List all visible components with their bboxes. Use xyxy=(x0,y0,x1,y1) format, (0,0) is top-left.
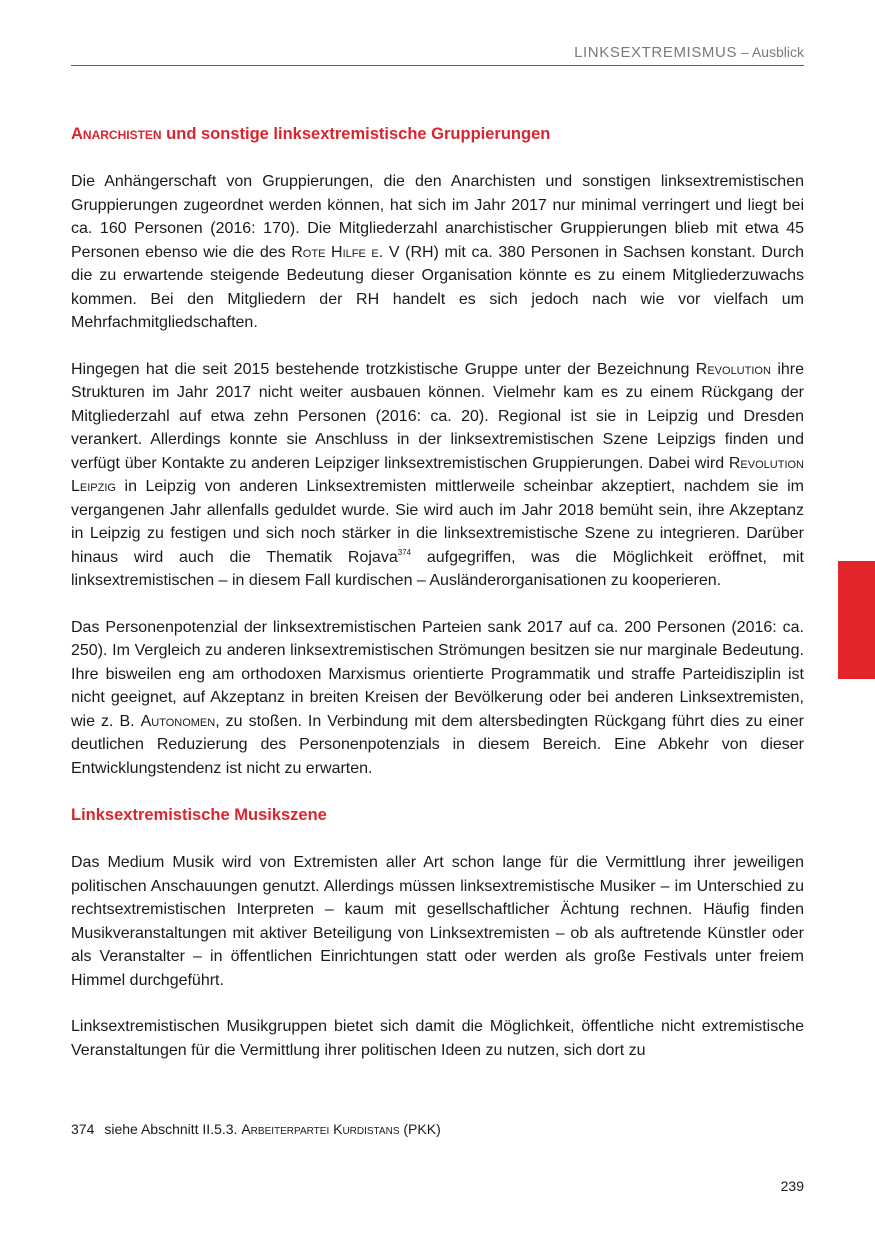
paragraph-revolution xyxy=(71,358,804,593)
paragraph-musikgruppen: Linksextremistischen Musikgruppen bietet sich damit die Möglichkeit, öffentliche nicht extremistische Veranstaltungen für die Vermittlung ihrer politischen Ideen zu nutzen, sich dort zu xyxy=(71,1018,804,1059)
heading-small-caps: Anarchisten xyxy=(71,125,162,143)
footnote-number: 374 xyxy=(71,1121,95,1137)
section-heading-anarchisten xyxy=(71,122,804,146)
footnote-org-name: Arbeiterpartei Kurdistans xyxy=(241,1121,400,1137)
paragraph-anhaengerschaft xyxy=(71,170,804,335)
heading-rest: und sonstige linksextremistische Gruppierungen xyxy=(161,125,551,143)
text-run: Die Anhängerschaft von Gruppierungen, die den Anarchisten und sonstigen linksextremistischen Gruppierungen zugeordnet werden können, hat sich im Jahr 2017 nur minimal verringert und liegt bei ca. 160 Personen (2016: 170). Die Mitgliederzahl anarchistischer Gruppierungen blieb mit etwa 45 Personen ebenso wie die des xyxy=(71,173,804,261)
text-run: V (RH) mit ca. 380 Personen in Sachsen konstant. Durch die zu erwartende steigende Bedeutung dieser Organisation könnte es zu einem Mitgliederzuwachs kommen. Bei den Mitgliedern der RH handelt es sich jedoch nach wie vor vielfach um Mehrfachmitgliedschaften. xyxy=(71,243,804,331)
footnote-reference[interactable]: 374 xyxy=(397,547,412,557)
header-separator: – xyxy=(737,44,752,60)
text-run: , zu stoßen. In Verbindung mit dem altersbedingten Rückgang führt dies zu einer deutlichen Reduzierung des Personenpotenzials in diesem Bereich. Eine Abkehr von dieser Entwicklungstendenz ist nicht zu erwarten. xyxy=(71,712,805,777)
paragraph-parteien xyxy=(71,616,804,781)
org-name-rote-hilfe: Rote Hilfe e. xyxy=(291,243,384,261)
org-name-revolution-leipzig: Revolution Leipzig xyxy=(71,454,804,495)
header-title: LINKSEXTREMISMUS xyxy=(574,44,738,61)
org-name-revolution: Revolution xyxy=(695,360,771,378)
header-subtitle: Ausblick xyxy=(751,44,804,60)
chapter-marker-tab xyxy=(838,561,875,679)
main-content xyxy=(71,122,804,1062)
text-run: Hingegen hat die seit 2015 bestehende trotzkistische Gruppe unter der Bezeichnung xyxy=(71,360,696,378)
group-name-autonomen: Autonomen xyxy=(140,712,216,730)
footnote-text: (PKK) xyxy=(399,1121,441,1137)
text-run: ihre Strukturen im Jahr 2017 nicht weiter ausbauen können. Vielmehr kam es zu einem Rückgang der Mitgliederzahl auf etwa zehn Personen (2016: ca. 20). Regional ist sie in Leipzig und Dresden verankert. Allerdings konnte sie Anschluss in der linksextremistischen Szene Leipzigs finden und verfügt über Kontakte zu anderen Leipziger linksextremistischen Gruppierungen. Dabei wird xyxy=(71,360,805,472)
text-run: Das Personenpotenzial der linksextremistischen Parteien sank 2017 auf ca. 200 Personen (2016: ca. 250). Im Vergleich zu anderen linksextremistischen Strömungen besitzen sie nur marginale Bedeutung. Ihre bisweilen eng am orthodoxen Marxismus orientierte Programmatik und straffe Parteidisziplin ist nicht geeignet, auf Akzeptanz in breiten Kreisen der Bevölkerung oder bei anderen Linksextremisten, wie z. B. xyxy=(71,618,804,730)
paragraph-medium-musik: Das Medium Musik wird von Extremisten aller Art schon lange für die Vermittlung ihrer jeweiligen politischen Anschauungen genutzt. Allerdings müssen linksextremistische Musiker – im Unterschied zu rechtsextremistischen Interpreten – kaum mit gesellschaftlicher Ächtung rechnen. Häufig finden Musikveranstaltungen mit aktiver Beteiligung von Linksextremisten – ob als auftretende Künstler oder als Veranstalter – in öffentlichen Einrichtungen statt oder werden als große Festivals unter freiem Himmel durchgeführt. xyxy=(71,854,804,989)
page-number: 239 xyxy=(780,1178,804,1194)
footnote-text: siehe Abschnitt II.5.3. xyxy=(104,1121,242,1137)
section-heading-musikszene: Linksextremistische Musikszene xyxy=(71,806,327,824)
text-run: in Leipzig von anderen Linksextremisten mittlerweile scheinbar akzeptiert, nachdem sie im vergangenen Jahr allenfalls geduldet wurde. Sie wird auch im Jahr 2018 bemüht sein, ihre Akzeptanz in Leipzig zu festigen und sich noch stärker in die linksextremistische Szene zu integrieren. Darüber hinaus wird auch die Thematik Rojava xyxy=(71,478,804,566)
header-rule xyxy=(71,65,804,66)
footnote xyxy=(71,1119,804,1139)
text-run: aufgegriffen, was die Möglichkeit eröffnet, mit linksextremistischen – in diesem Fall kurdischen – Ausländerorganisationen zu kooperieren. xyxy=(71,548,804,589)
running-header xyxy=(574,44,804,61)
